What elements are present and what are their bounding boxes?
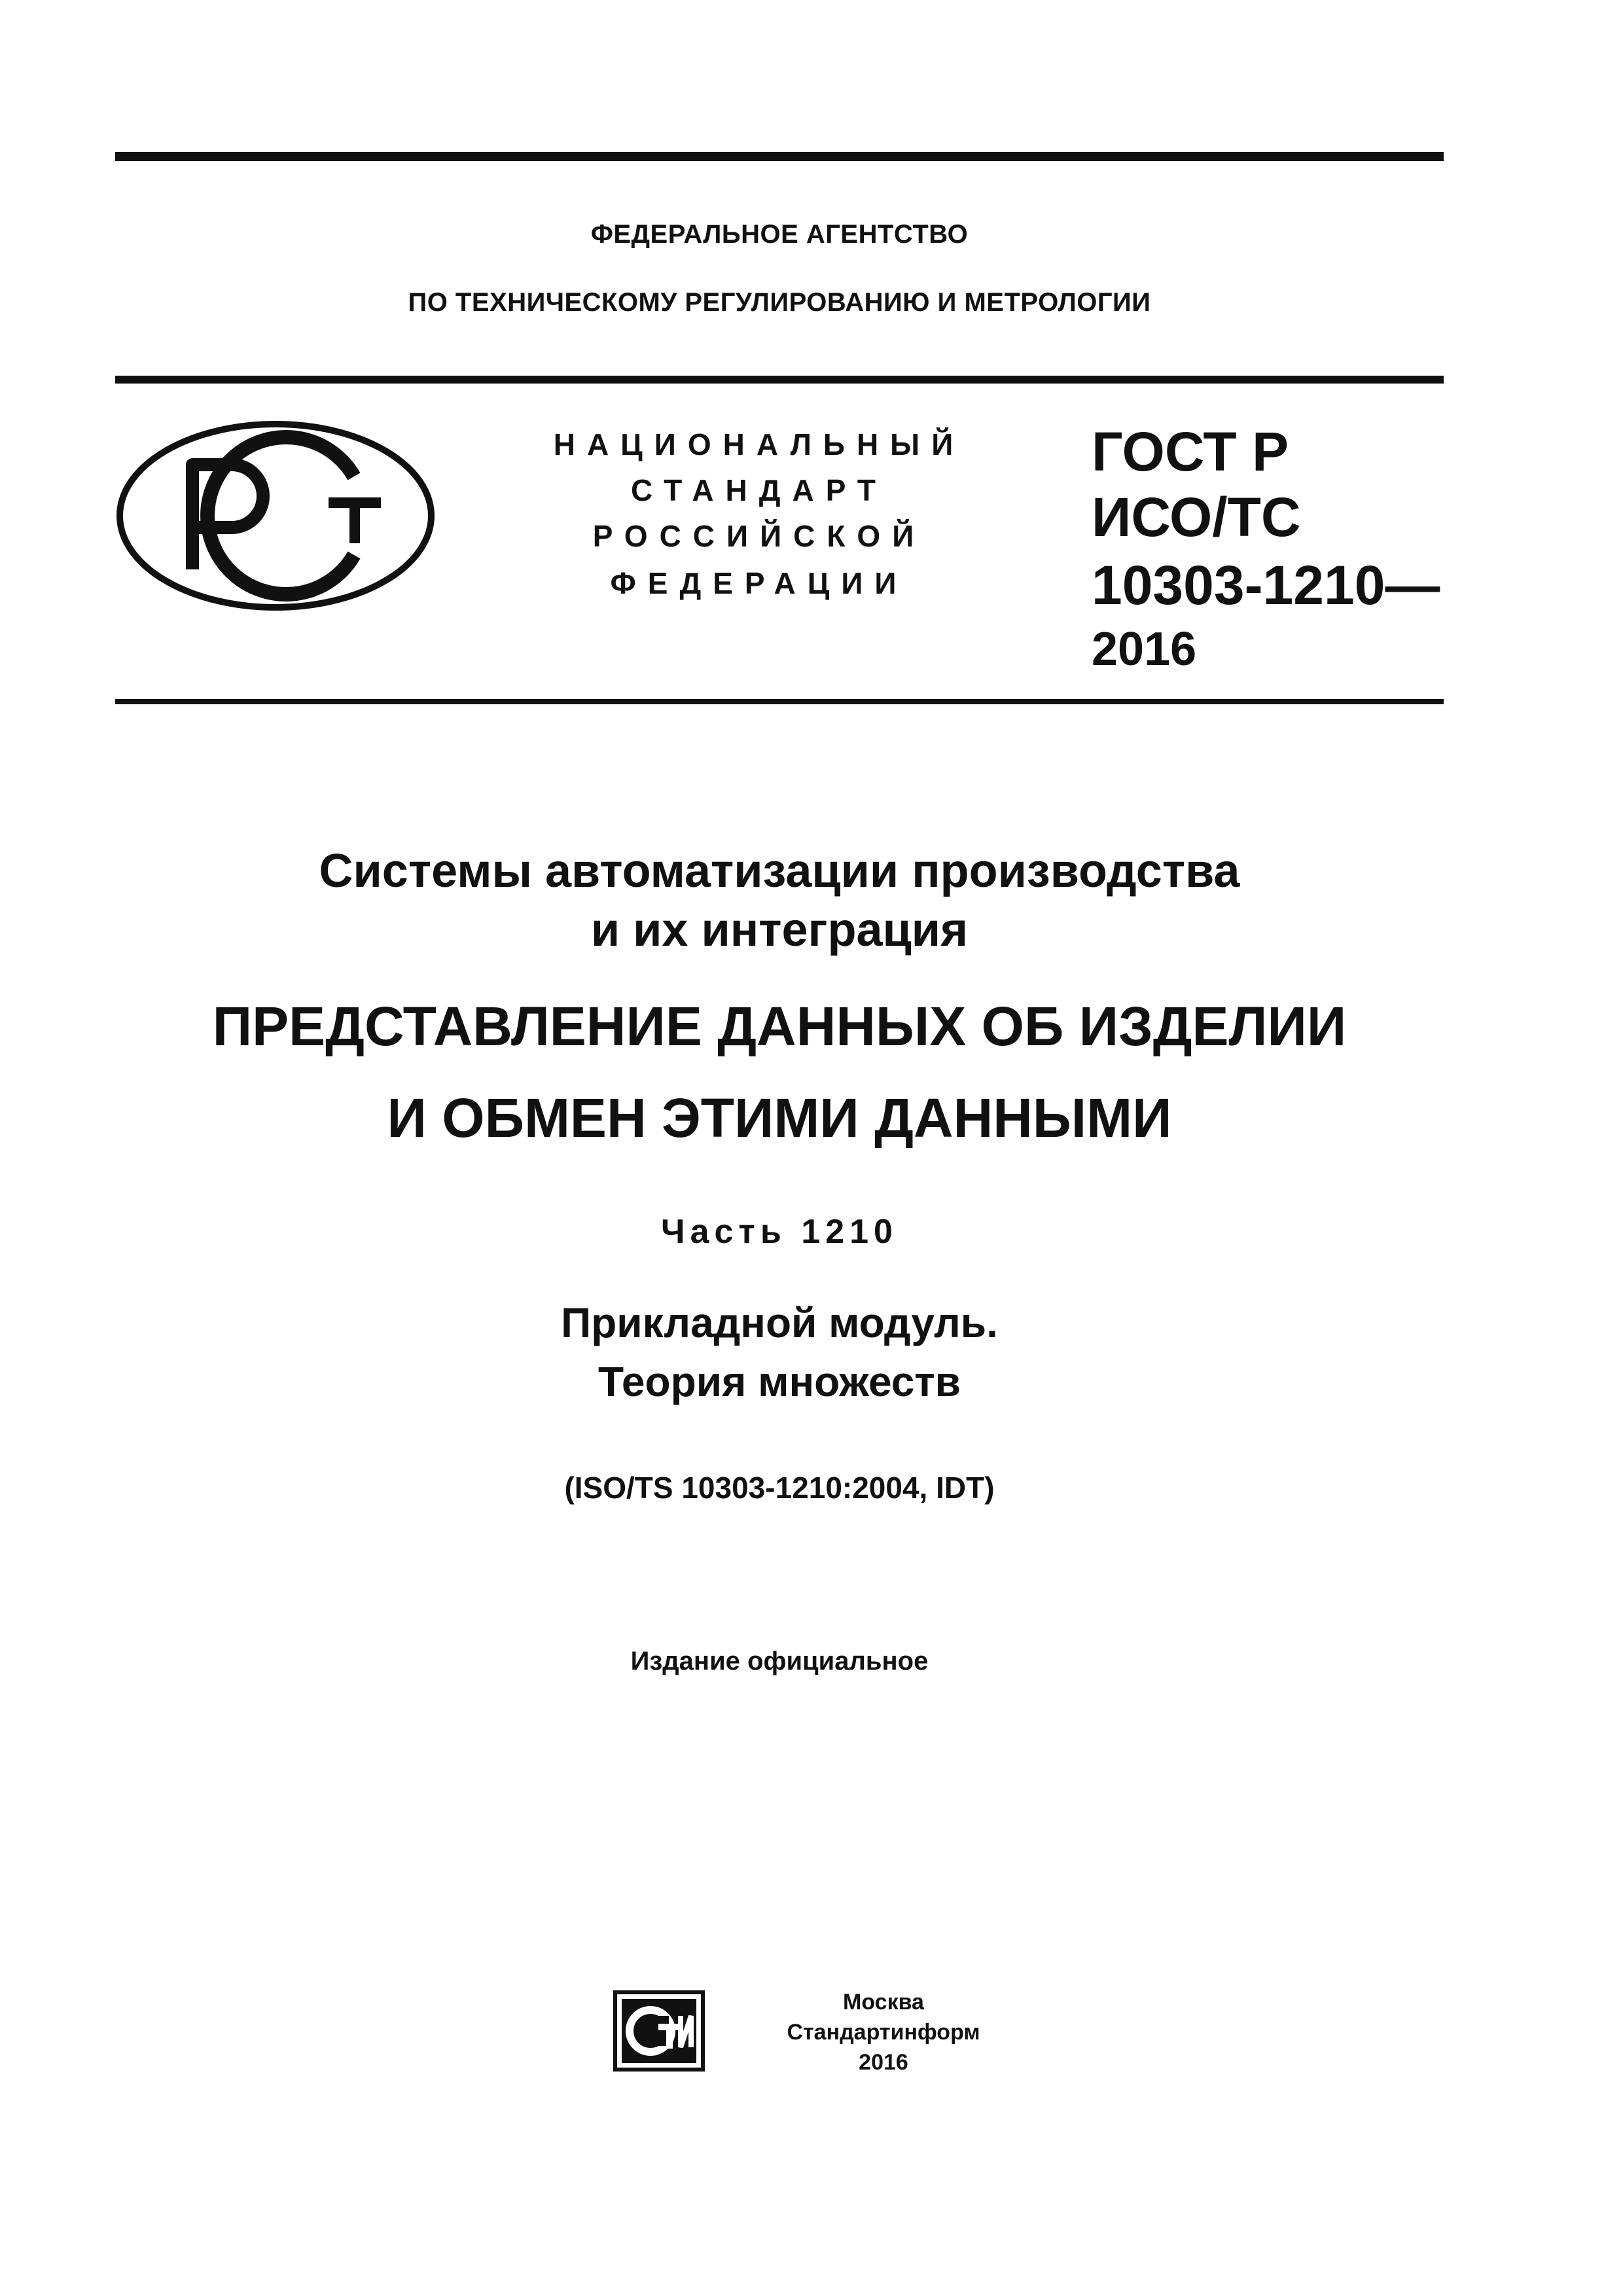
agency-line-1: ФЕДЕРАЛЬНОЕ АГЕНТСТВО [590,220,969,249]
main-title-line-1: ПРЕДСТАВЛЕНИЕ ДАННЫХ ОБ ИЗДЕЛИИ [212,996,1347,1057]
iso-reference: (ISO/TS 10303-1210:2004, IDT) [564,1471,995,1505]
agency-line-2: ПО ТЕХНИЧЕСКОМУ РЕГУЛИРОВАНИЮ И МЕТРОЛОГИИ [408,288,1151,317]
national-standard-line-1: НАЦИОНАЛЬНЫЙ [553,427,965,461]
part-number: Часть 1210 [661,1213,898,1251]
national-standard-line-4: ФЕДЕРАЦИИ [610,566,908,600]
national-standard-line-3: РОССИЙСКОЙ [592,519,926,553]
subtitle-line-2: Теория множеств [598,1358,961,1405]
title-line-1: Системы автоматизации производства [319,845,1240,897]
edition-note: Издание официальное [630,1647,929,1676]
designation-line-2: ИСО/ТС [1092,486,1301,548]
standartinform-logo-icon [613,1990,711,2075]
header-bottom-rule [115,699,1444,704]
imprint-publisher: Стандартинформ [787,2020,980,2045]
subtitle-line-1: Прикладной модуль. [561,1299,998,1346]
main-title-line-2: И ОБМЕН ЭТИМИ ДАННЫМИ [387,1087,1172,1149]
imprint-year: 2016 [859,2050,908,2075]
designation-line-4: 2016 [1092,623,1197,675]
designation-line-3: 10303-1210— [1092,554,1440,616]
imprint-city: Москва [843,1990,924,2015]
title-line-2: и их интеграция [590,904,969,956]
national-standard-line-2: СТАНДАРТ [631,473,887,507]
rst-mark-icon [115,419,436,613]
top-rule [115,152,1444,161]
agency-rule [115,376,1444,384]
designation-line-1: ГОСТ Р [1092,421,1289,482]
